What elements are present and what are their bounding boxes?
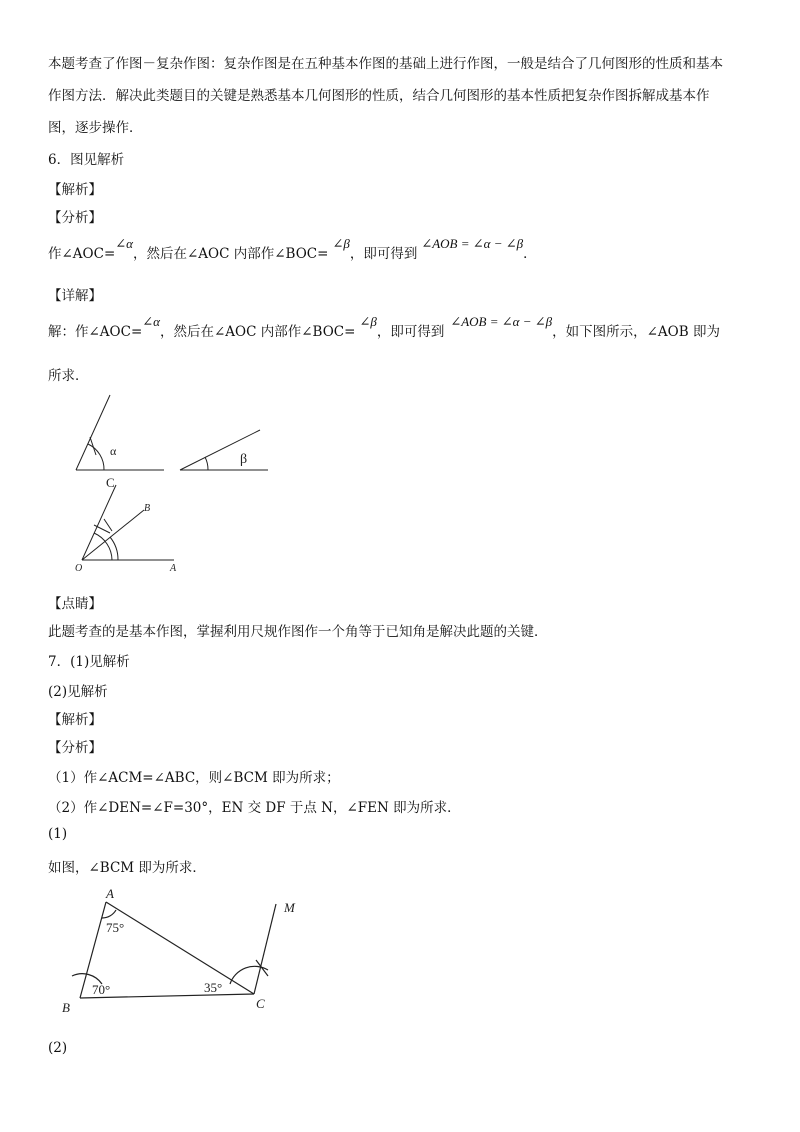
intro-line-3: 图，逐步操作． [48, 120, 143, 136]
alpha-side-ray [76, 395, 110, 470]
q6-fenxi-p2: ，然后在∠AOC 内部作∠BOC= [133, 246, 329, 262]
mark-B [104, 519, 112, 531]
intro-line-1: 本题考查了作图－复杂作图：复杂作图是在五种基本作图的基础上进行作图，一般是结合了几何图形的性质和基本 [48, 56, 723, 72]
ray-OB [82, 510, 144, 560]
label-A: A [106, 886, 114, 901]
q7-fenxi-1: （1）作∠ACM=∠ABC，则∠BCM 即为所求； [48, 770, 340, 786]
q6-heading: 6．图见解析 [48, 152, 125, 168]
q6-xiangjie-p5: 所求． [48, 368, 89, 384]
q7-tag-fenxi: 【分析】 [48, 740, 102, 756]
alpha-label: α [110, 444, 117, 458]
q6-tag-xiangjie: 【详解】 [48, 288, 102, 304]
q6-fenxi-p4: ． [523, 246, 537, 262]
ray-OC [82, 485, 116, 560]
label-C: C [106, 475, 115, 490]
q7-part1: (1) [48, 826, 68, 842]
ray-CM [254, 904, 276, 994]
q6-fenxi-beta: ∠β [332, 236, 350, 251]
q6-xiangjie-formula: ∠AOB = ∠α − ∠β [450, 314, 553, 329]
q6-xiangjie-p1: 解：作∠AOC= [48, 324, 143, 340]
arc-BOC [110, 537, 118, 560]
beta-side-ray [180, 430, 260, 470]
q6-dianjing: 此题考查的是基本作图，掌握利用尺规作图作一个角等于已知角是解决此题的关键． [48, 624, 548, 640]
q6-fenxi-alpha: ∠α [115, 236, 133, 251]
intro-line-2: 作图方法．解决此类题目的关键是熟悉基本几何图形的性质，结合几何图形的基本性质把复杂作图拆解成基本作 [48, 88, 710, 104]
arc-AOC [94, 533, 112, 560]
label-A: A [170, 563, 177, 574]
q7-tag-jiexi: 【解析】 [48, 712, 102, 728]
q6-xiangjie-line [48, 314, 720, 340]
q6-fenxi-p3: ，即可得到 [349, 246, 418, 262]
q6-tag-jiexi: 【解析】 [48, 182, 102, 198]
q6-xiangjie-p3: ，即可得到 [376, 324, 445, 340]
q7-part2: (2) [48, 1040, 68, 1056]
alpha-arc [88, 444, 104, 470]
angle-B-label: 70° [92, 982, 111, 997]
q6-tag-dianjing: 【点睛】 [48, 596, 102, 612]
beta-label: β [240, 452, 248, 467]
angle-A-label: 75° [106, 920, 125, 935]
label-M: M [284, 900, 295, 915]
label-C: C [256, 996, 265, 1011]
q7-sub2: (2)见解析 [48, 684, 108, 700]
angle-C-label: 35° [204, 980, 223, 995]
q7-fenxi-2: （2）作∠DEN=∠F=30°，EN 交 DF 于点 N，∠FEN 即为所求． [48, 800, 461, 816]
q6-xiangjie-p4: ，如下图所示，∠AOB 即为 [552, 324, 720, 340]
label-B: B [144, 503, 151, 514]
label-O: O [75, 563, 83, 574]
q6-figure [60, 385, 300, 580]
q7-figure [58, 884, 318, 1020]
q6-xiangjie-alpha: ∠α [142, 314, 160, 329]
q7-part1-text: 如图，∠BCM 即为所求． [48, 860, 206, 876]
q6-tag-fenxi: 【分析】 [48, 210, 102, 226]
q6-fenxi-line [48, 236, 537, 262]
label-B: B [62, 1000, 70, 1015]
beta-arc [205, 457, 208, 470]
q6-fenxi-p1: 作∠AOC= [48, 246, 116, 262]
q6-xiangjie-beta: ∠β [359, 314, 377, 329]
q6-xiangjie-p2: ，然后在∠AOC 内部作∠BOC= [160, 324, 356, 340]
q6-fenxi-formula: ∠AOB = ∠α − ∠β [421, 236, 524, 251]
q7-heading: 7．(1)见解析 [48, 654, 130, 670]
